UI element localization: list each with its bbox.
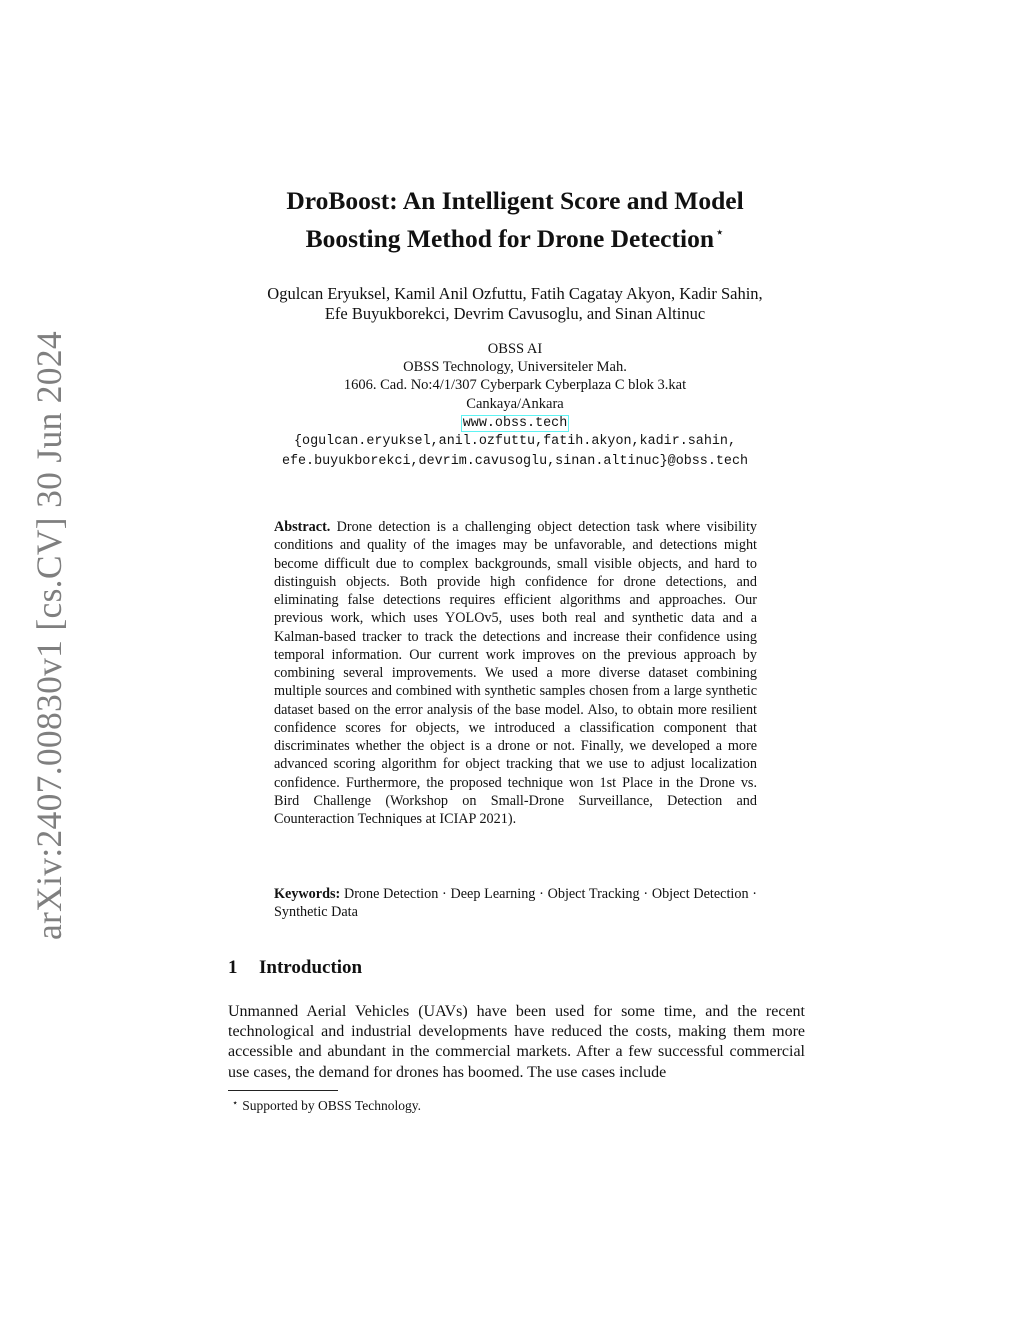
keywords-text: Drone Detection · Deep Learning · Object Tracking · Object Detection · Synthetic Data [274, 886, 757, 921]
title-line-2: Boosting Method for Drone Detection [305, 224, 715, 253]
emails-line-2: efe.buyukborekci,devrim.cavusoglu,sinan.altinuc}@obss.tech [281, 454, 749, 470]
website-link[interactable]: www.obss.tech [462, 415, 568, 431]
footnote-rule [228, 1090, 338, 1091]
title-footnote-mark: ⋆ [715, 225, 725, 241]
keywords [274, 885, 757, 922]
affiliation-block [180, 340, 850, 471]
section-title: Introduction [259, 957, 363, 978]
authors-line-2: Efe Buyukborekci, Devrim Cavusoglu, and Sinan Altinuc [324, 304, 706, 323]
section-number: 1 [228, 957, 238, 978]
footnote [228, 1095, 421, 1114]
paper-title [180, 185, 850, 255]
authors-line-1: Ogulcan Eryuksel, Kamil Anil Ozfuttu, Fatih Cagatay Akyon, Kadir Sahin, [267, 284, 763, 303]
affiliation-line-4: Cankaya/Ankara [466, 395, 564, 412]
keywords-label: Keywords: [274, 886, 341, 902]
abstract-text: Drone detection is a challenging object detection task where visibility conditions and quality of the images may be unfavorable, and detections might become difficult due to complex backgrounds, small visible objects, and hard to distinguish objects. Both provide high confidence for drone detections, and eliminating false detections requires efficient algorithms and approaches. Our previous work, which uses YOLOv5, uses both real and synthetic data and a Kalman-based tracker to track the detections and increase their confidence using temporal information. Our current work improves on the previous approach by combining several improvements. We used a more diverse dataset combining multiple sources and combined with synthetic samples chosen from a large synthetic dataset based on the error analysis of the base model. Also, to obtain more resilient confidence scores for objects, we introduced a classification component that discriminates whether the object is a drone or not. Finally, we developed a more advanced scoring algorithm for object tracking that we use to adjust localization confidence. Furthermore, the proposed technique won 1st Place in the Drone vs. Bird Challenge (Workshop on Small-Drone Surveillance, Detection and Counteraction Techniques at ICIAP 2021). [274, 519, 757, 827]
arxiv-side-stamp: arXiv:2407.00830v1 [cs.CV] 30 Jun 2024 [29, 331, 69, 940]
abstract-label: Abstract. [274, 519, 331, 535]
affiliation-org: OBSS AI [487, 341, 543, 357]
emails-line-1: {ogulcan.eryuksel,anil.ozfuttu,fatih.akyon,kadir.sahin, [294, 434, 736, 450]
affiliation-line-3: 1606. Cad. No:4/1/307 Cyberpark Cyberplaza C blok 3.kat [343, 377, 687, 394]
title-line-1: DroBoost: An Intelligent Score and Model [286, 186, 744, 215]
footnote-text: Supported by OBSS Technology. [242, 1098, 421, 1113]
author-list [180, 284, 850, 324]
abstract [274, 518, 757, 828]
section-heading-introduction [228, 957, 362, 979]
introduction-paragraph: Unmanned Aerial Vehicles (UAVs) have been used for some time, and the recent technological and industrial developments have reduced the costs, making them more accessible and abundant in the commercial markets. After a few successful commercial use cases, the demand for drones has boomed. The use cases include [228, 1003, 805, 1081]
affiliation-line-2: OBSS Technology, Universiteler Mah. [403, 359, 627, 376]
footnote-mark: ⋆ [232, 1098, 239, 1109]
